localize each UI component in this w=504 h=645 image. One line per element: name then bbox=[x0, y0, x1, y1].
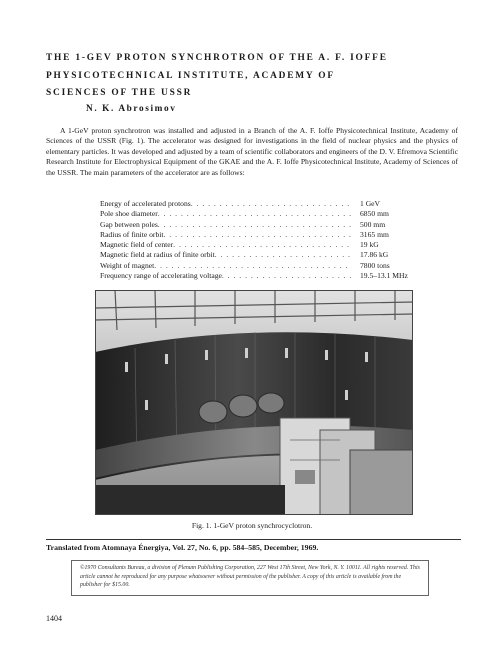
parameter-list bbox=[100, 199, 424, 281]
parameter-row bbox=[100, 209, 424, 219]
divider-rule bbox=[46, 539, 461, 540]
abstract-paragraph: A 1-GeV proton synchrotron was installed and adjusted in a Branch of the A. F. Ioffe Physicotechnical Institute, Academy of Sciences of the USSR (Fig. 1). The accelerator was designed for investigations in the field of nuclear physics and the physics of elementary particles. It was developed and adjusted by a team of scientific collaborators and engineers of the D. V. Efremova Scientific Research Institute for Electrophysical Equipment of the GKAE and the A. F. Ioffe Physicotechnical Institute, Academy of Sciences of the USSR. The main parameters of the accelerator are as follows: bbox=[46, 126, 458, 177]
dot-leader bbox=[154, 261, 352, 271]
floor-shadow bbox=[95, 485, 285, 515]
parameter-row bbox=[100, 240, 424, 250]
parameter-value: 19 kG bbox=[360, 240, 379, 250]
title-line: THE 1-GEV PROTON SYNCHROTRON OF THE A. F. IOFFE bbox=[46, 53, 388, 63]
dot-leader bbox=[222, 271, 352, 281]
dot-leader bbox=[191, 199, 352, 209]
dot-leader bbox=[163, 230, 352, 240]
figure-caption: Fig. 1. 1-GeV proton synchrocyclotron. bbox=[191, 521, 313, 530]
page-number: 1404 bbox=[46, 614, 62, 623]
author-name: N. K. Abrosimov bbox=[86, 104, 177, 114]
parameter-row bbox=[100, 261, 424, 271]
parameter-value: 6850 mm bbox=[360, 209, 389, 219]
parameter-name: Gap between poles bbox=[100, 219, 158, 229]
parameter-name: Frequency range of accelerating voltage bbox=[100, 271, 222, 281]
parameter-row bbox=[100, 220, 424, 230]
parameter-row bbox=[100, 271, 424, 281]
parameter-row bbox=[100, 230, 424, 240]
parameter-row bbox=[100, 250, 424, 260]
parameter-row bbox=[100, 199, 424, 209]
parameter-name: Magnetic field of center bbox=[100, 240, 174, 250]
dot-leader bbox=[158, 209, 352, 219]
parameter-value: 500 mm bbox=[360, 219, 386, 229]
parameter-name: Weight of magnet bbox=[100, 260, 155, 270]
parameter-name: Energy of accelerated protons bbox=[100, 199, 191, 208]
dot-leader bbox=[173, 240, 352, 250]
parameter-value: 19.5–13.1 MHz bbox=[360, 271, 408, 281]
parameter-name: Radius of finite orbit bbox=[100, 229, 164, 239]
parameter-value: 7800 tons bbox=[360, 260, 390, 270]
parameter-value: 1 GeV bbox=[360, 199, 381, 208]
article-title bbox=[46, 50, 466, 103]
dot-leader bbox=[158, 220, 352, 230]
parameter-value: 17.86 kG bbox=[360, 250, 389, 260]
parameter-name: Pole shoe diameter bbox=[100, 209, 158, 219]
translation-note: Translated from Atomnaya Énergiya, Vol. 27, No. 6, pp. 584–585, December, 1969. bbox=[46, 543, 319, 552]
synchrocyclotron-photo bbox=[95, 290, 413, 515]
title-line: PHYSICOTECHNICAL INSTITUTE, ACADEMY OF bbox=[46, 70, 335, 81]
title-line: SCIENCES OF THE USSR bbox=[46, 88, 193, 98]
copyright-box: ©1970 Consultants Bureau, a division of Plenum Publishing Corporation, 227 West 17th Street, New York, N. Y. 10011. All rights reserved. This article cannot be reproduced for any purpose whatsoever without permission of the publisher. A copy of this article is available from the publisher for $15.00. bbox=[71, 560, 429, 596]
dot-leader bbox=[215, 250, 352, 260]
parameter-value: 3165 mm bbox=[360, 229, 389, 239]
parameter-name: Magnetic field at radius of finite orbit bbox=[100, 250, 215, 260]
